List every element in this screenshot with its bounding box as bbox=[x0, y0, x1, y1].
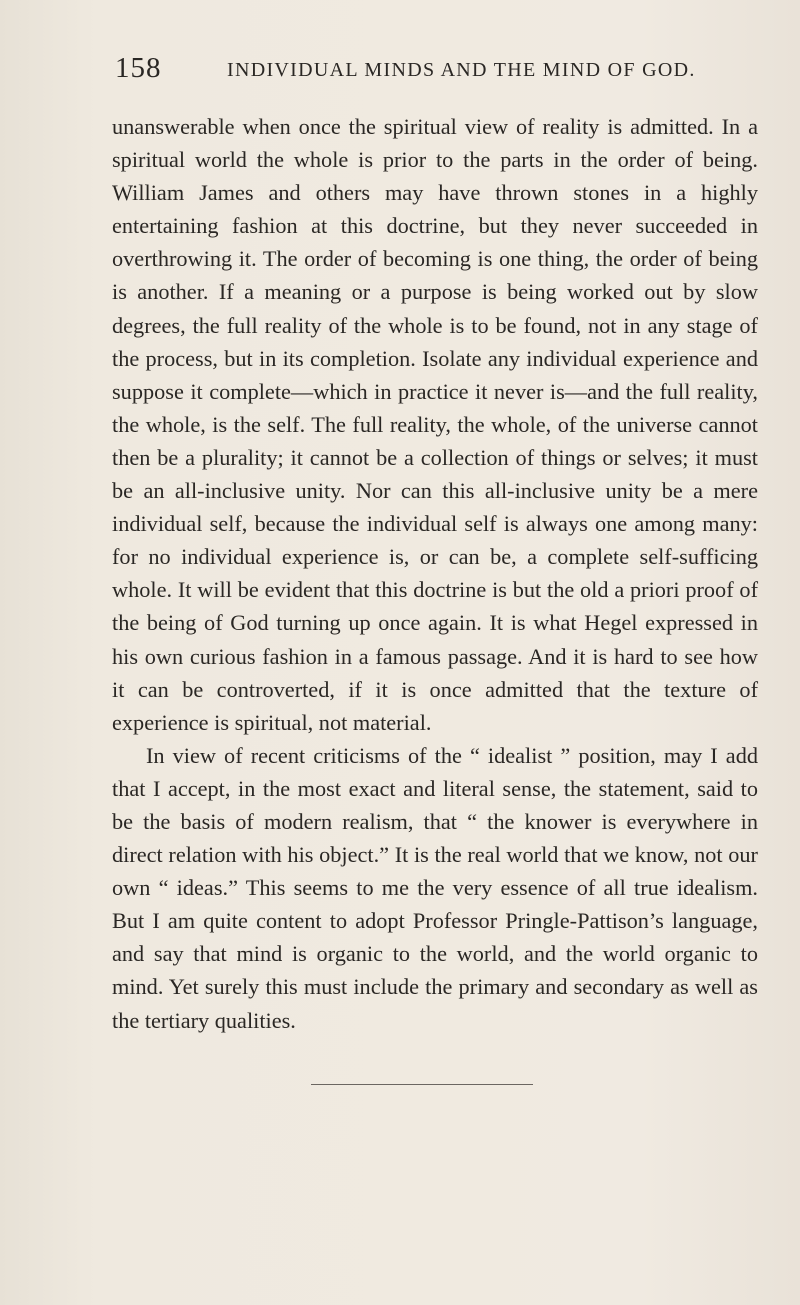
end-rule bbox=[311, 1084, 533, 1085]
body-text bbox=[112, 110, 758, 1037]
running-head bbox=[115, 52, 735, 92]
paragraph-1: unanswerable when once the spiritual view of reality is admitted. In a spiritual world the whole is prior to the parts in the order of being. William James and others may have thrown stones in a highly entertaining fashion at this doctrine, but they never succeeded in overthrowing it. The order of becoming is one thing, the order of being is another. If a meaning or a purpose is being worked out by slow degrees, the full reality of the whole is to be found, not in any stage of the process, but in its completion. Isolate any individual experience and suppose it complete—which in practice it never is—and the full reality, the whole, is the self. The full reality, the whole, of the universe cannot then be a plurality; it cannot be a collection of things or selves; it must be an all-inclusive unity. Nor can this all-inclusive unity be a mere individual self, because the individual self is always one among many: for no individual experience is, or can be, a complete self-sufficing whole. It will be evident that this doctrine is but the old a priori proof of the being of God turning up once again. It is what Hegel expressed in his own curious fashion in a famous passage. And it is hard to see how it can be controverted, if it is once admitted that the texture of experience is spiritual, not material. bbox=[112, 114, 758, 735]
running-title: INDIVIDUAL MINDS AND THE MIND OF GOD. bbox=[227, 59, 696, 81]
page-number: 158 bbox=[115, 52, 162, 84]
paragraph-2: In view of recent criticisms of the “ idealist ” position, may I add that I accept, in the most exact and literal sense, the statement, said to be the basis of modern realism, that “ the knower is everywhere in direct relation with his object.” It is the real world that we know, not our own “ ideas.” This seems to me the very essence of all true idealism. But I am quite content to adopt Professor Pringle-Pattison’s language, and say that mind is organic to the world, and the world organic to mind. Yet surely this must include the primary and secondary as well as the tertiary qualities. bbox=[112, 742, 758, 1033]
